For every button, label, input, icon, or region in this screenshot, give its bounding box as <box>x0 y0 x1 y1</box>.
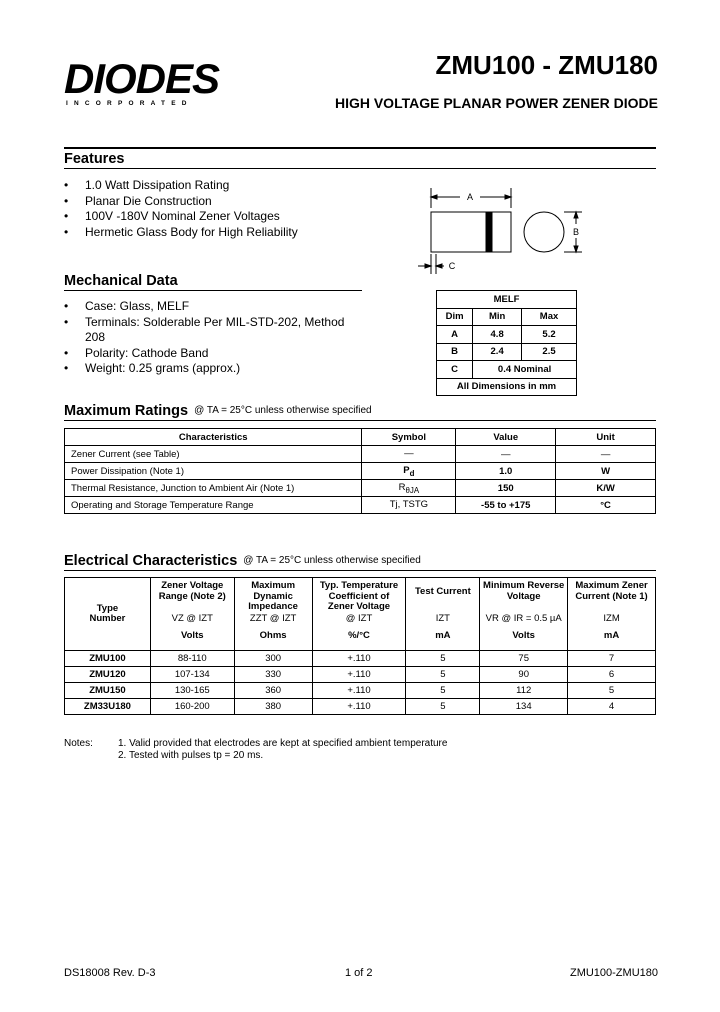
table-cell: — <box>556 446 656 463</box>
symbol-subscript: θJA <box>405 485 420 495</box>
header-unit: %/°C <box>348 629 370 641</box>
col-max-zener-current <box>568 578 656 651</box>
table-cell: +.110 <box>312 699 406 715</box>
list-item: • Weight: 0.25 grams (approx.) <box>64 361 354 377</box>
table-cell: ZMU120 <box>65 667 151 683</box>
electrical-underline <box>64 570 656 571</box>
list-item: • Hermetic Glass Body for High Reliability <box>64 225 364 241</box>
mechanical-underline <box>64 290 362 291</box>
header-symbol: VR @ IR = 0.5 µA <box>485 613 562 624</box>
table-cell: +.110 <box>312 683 406 699</box>
table-cell: 150 <box>456 480 556 497</box>
table-cell: 5 <box>406 683 480 699</box>
header-label: Type Number <box>89 602 126 624</box>
symbol-subscript: d <box>409 468 415 478</box>
logo-subtext: INCORPORATED <box>66 100 193 107</box>
melf-header-min: Min <box>473 308 522 326</box>
header-label: Zener Voltage Range (Note 2) <box>158 580 226 602</box>
table-row <box>65 497 656 514</box>
footer-part-number: ZMU100-ZMU180 <box>569 967 658 979</box>
table-cell <box>362 463 456 480</box>
list-item: • Terminals: Solderable Per MIL-STD-202, Method 208 <box>64 315 354 346</box>
table-cell: 300 <box>234 651 312 667</box>
melf-header-max: Max <box>522 308 577 326</box>
max-ratings-table <box>64 428 656 514</box>
table-row <box>65 683 656 699</box>
dim-label-a: A <box>466 192 474 202</box>
header-label: Minimum Reverse Voltage <box>483 580 565 602</box>
table-cell: 380 <box>234 699 312 715</box>
electrical-heading <box>64 552 421 570</box>
electrical-table <box>64 577 656 715</box>
table-cell: 1.0 <box>456 463 556 480</box>
doc-number: DS18008 Rev. D-3 <box>64 967 156 979</box>
col-reverse-voltage <box>480 578 568 651</box>
table-cell: ZMU150 <box>65 683 151 699</box>
table-cell <box>362 480 456 497</box>
dim-label-b: B <box>572 227 580 237</box>
table-cell: 2.4 <box>473 343 522 361</box>
table-cell: Power Dissipation (Note 1) <box>65 463 362 480</box>
col-type-number <box>65 578 151 651</box>
header-unit: mA <box>435 629 451 641</box>
table-cell: C <box>437 361 473 379</box>
note-item: 2. Tested with pulses tp = 20 ms. <box>118 750 264 761</box>
electrical-title: Electrical Characteristics <box>64 553 238 569</box>
table-cell: 5.2 <box>522 326 577 344</box>
features-list <box>64 178 364 240</box>
notes-label: Notes: <box>64 738 93 749</box>
table-row <box>437 361 577 379</box>
table-cell: 130-165 <box>150 683 234 699</box>
col-value: Value <box>456 429 556 446</box>
table-cell: 6 <box>568 667 656 683</box>
melf-table-title: MELF <box>437 291 577 309</box>
table-row <box>65 480 656 497</box>
max-ratings-condition: @ TA = 25°C unless otherwise specified <box>194 405 372 416</box>
page-title: ZMU100 - ZMU180 <box>435 50 658 80</box>
list-item: • 100V -180V Nominal Zener Voltages <box>64 209 364 225</box>
table-cell: 4.8 <box>473 326 522 344</box>
notes-list <box>118 738 447 762</box>
header-unit: Ohms <box>259 629 287 641</box>
header-symbol: VZ @ IZT <box>171 613 213 624</box>
electrical-condition: @ TA = 25°C unless otherwise specified <box>243 555 421 566</box>
table-cell: 5 <box>406 667 480 683</box>
list-item: • 1.0 Watt Dissipation Rating <box>64 178 364 194</box>
table-cell: 75 <box>480 651 568 667</box>
table-cell: 330 <box>234 667 312 683</box>
table-cell: ZM33U180 <box>65 699 151 715</box>
logo-text: DIODES <box>64 55 220 102</box>
header-label: Maximum Dynamic Impedance <box>248 580 298 612</box>
table-cell: 5 <box>406 651 480 667</box>
col-test-current <box>406 578 480 651</box>
symbol-text: Tj, TSTG <box>389 498 429 510</box>
list-item: • Planar Die Construction <box>64 194 364 210</box>
table-cell: 360 <box>234 683 312 699</box>
table-cell <box>362 446 456 463</box>
table-cell: Zener Current (see Table) <box>65 446 362 463</box>
melf-table-footer: All Dimensions in mm <box>437 378 577 396</box>
table-row <box>65 463 656 480</box>
table-cell: — <box>456 446 556 463</box>
table-cell: 134 <box>480 699 568 715</box>
table-cell <box>362 497 456 514</box>
header-unit: mA <box>603 629 620 641</box>
max-ratings-title: Maximum Ratings <box>64 403 189 419</box>
table-cell: 5 <box>406 699 480 715</box>
melf-dimensions-table <box>436 290 577 396</box>
table-cell: 160-200 <box>150 699 234 715</box>
symbol-text: P <box>403 464 410 476</box>
table-row <box>65 667 656 683</box>
melf-header-dim: Dim <box>437 308 473 326</box>
table-cell: ZMU100 <box>65 651 151 667</box>
col-zener-voltage <box>150 578 234 651</box>
table-cell: 5 <box>568 683 656 699</box>
table-cell: Operating and Storage Temperature Range <box>65 497 362 514</box>
col-unit: Unit <box>556 429 656 446</box>
list-item: • Case: Glass, MELF <box>64 299 354 315</box>
header-label: Test Current <box>414 586 471 597</box>
col-symbol: Symbol <box>362 429 456 446</box>
table-cell: W <box>556 463 656 480</box>
header-unit: Volts <box>181 629 204 641</box>
page-number: 1 of 2 <box>345 967 373 979</box>
features-heading: Features <box>64 151 125 167</box>
list-item: • Polarity: Cathode Band <box>64 346 354 362</box>
col-dynamic-impedance <box>234 578 312 651</box>
page-subtitle: HIGH VOLTAGE PLANAR POWER ZENER DIODE <box>334 95 658 111</box>
mechanical-list <box>64 299 354 377</box>
header-symbol: @ IZT <box>345 613 373 624</box>
table-cell: +.110 <box>312 651 406 667</box>
diodes-logo <box>64 55 232 110</box>
table-row <box>65 446 656 463</box>
melf-package-diagram <box>410 182 590 282</box>
symbol-text: — <box>404 447 414 459</box>
table-cell: 0.4 Nominal <box>473 361 577 379</box>
table-cell: B <box>437 343 473 361</box>
header-label: Typ. Temperature Coefficient of Zener Voltage <box>319 580 399 612</box>
mechanical-heading: Mechanical Data <box>64 273 178 289</box>
header-symbol: IZM <box>603 613 620 624</box>
table-cell: A <box>437 326 473 344</box>
table-cell: 88-110 <box>150 651 234 667</box>
table-cell: -55 to +175 <box>456 497 556 514</box>
table-cell: +.110 <box>312 667 406 683</box>
table-cell: 90 <box>480 667 568 683</box>
max-ratings-heading <box>64 402 372 420</box>
table-cell: K/W <box>556 480 656 497</box>
table-cell: 7 <box>568 651 656 667</box>
table-cell: 4 <box>568 699 656 715</box>
table-row <box>65 651 656 667</box>
dim-label-c: C <box>448 261 456 271</box>
table-cell: 107-134 <box>150 667 234 683</box>
note-item: 1. Valid provided that electrodes are kept at specified ambient temperature <box>118 738 448 749</box>
header-unit: Volts <box>512 629 535 641</box>
header-symbol: IZT <box>435 613 450 624</box>
table-row <box>437 326 577 344</box>
header-label: Maximum Zener Current (Note 1) <box>575 580 648 602</box>
features-underline <box>64 168 656 169</box>
table-cell: Thermal Resistance, Junction to Ambient Air (Note 1) <box>65 480 362 497</box>
header-symbol: ZZT @ IZT <box>249 613 297 624</box>
max-ratings-underline <box>64 420 656 421</box>
table-cell: 112 <box>480 683 568 699</box>
col-characteristics: Characteristics <box>65 429 362 446</box>
table-cell: °C <box>556 497 656 514</box>
table-row <box>65 699 656 715</box>
features-rule <box>64 147 656 149</box>
table-row <box>437 343 577 361</box>
table-cell: 2.5 <box>522 343 577 361</box>
col-temp-coefficient <box>312 578 406 651</box>
symbol-text: R <box>398 481 406 493</box>
